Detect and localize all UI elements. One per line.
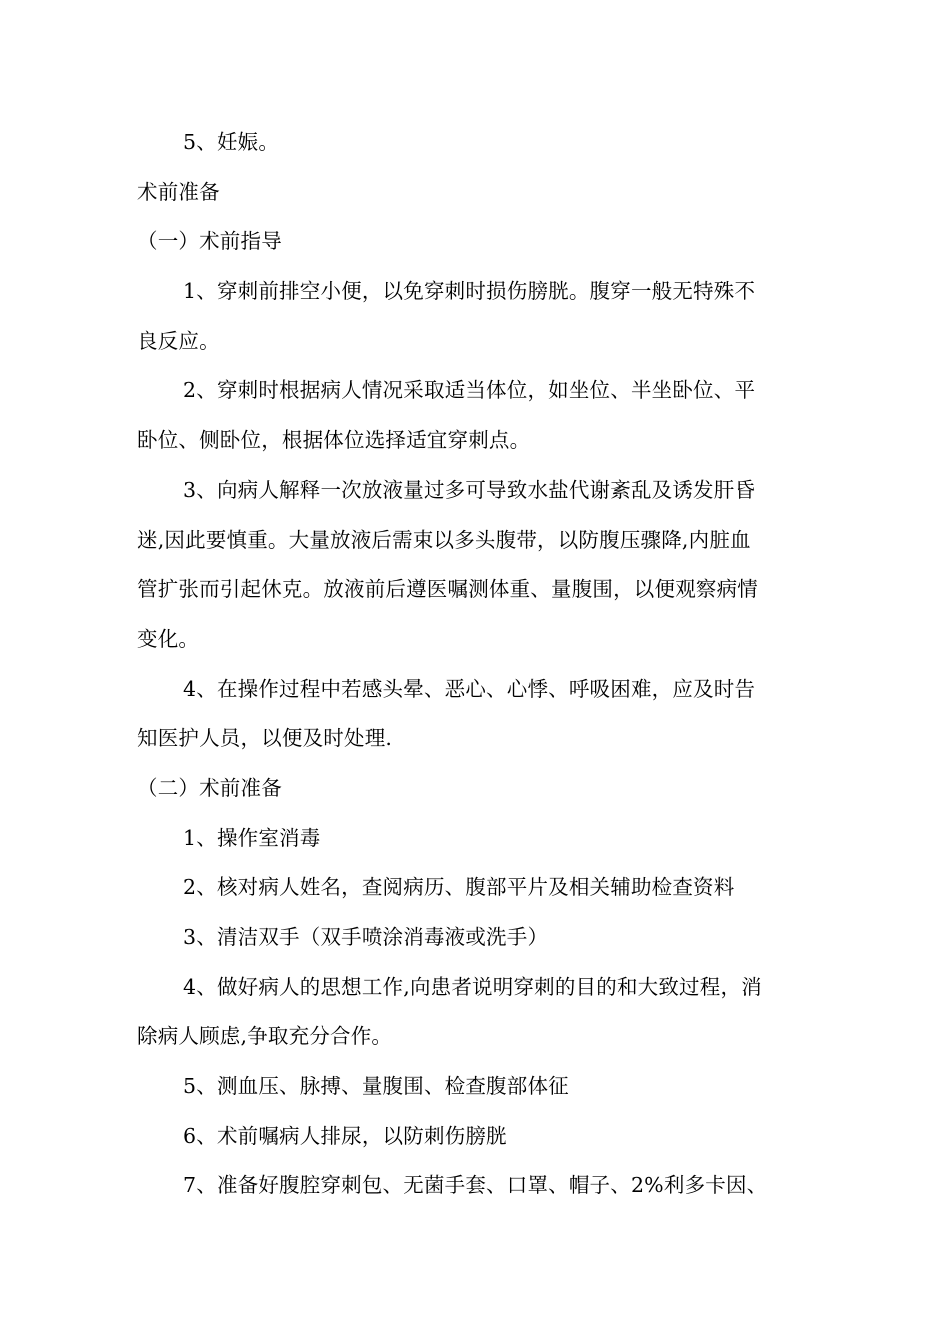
paragraph-line: 除病人顾虑,争取充分合作。: [137, 1024, 393, 1049]
paragraph-line: 5、妊娠。: [183, 130, 280, 154]
paragraph-line: 知医护人员，以便及时处理.: [137, 726, 393, 751]
paragraph-line: 1、操作室消毒: [183, 825, 321, 850]
document-body: [137, 118, 812, 1211]
paragraph-line: 3、清洁双手（双手喷涂消毒液或洗手）: [183, 925, 549, 949]
paragraph-line: 5、测血压、脉搏、量腹围、检查腹部体征: [183, 1074, 569, 1099]
subsection-heading: （一）术前指导: [137, 229, 282, 254]
paragraph-line: 卧位、侧卧位，根据体位选择适宜穿刺点。: [137, 428, 531, 453]
paragraph-line: 6、术前嘱病人排尿，以防刺伤膀胱: [183, 1123, 507, 1148]
section-heading: 术前准备: [137, 179, 220, 204]
paragraph-line: 迷,因此要慎重。大量放液后需束以多头腹带，以防腹压骤降,内脏血: [137, 527, 751, 552]
paragraph-line: 管扩张而引起休克。放液前后遵医嘱测体重、量腹围，以便观察病情: [137, 577, 758, 602]
paragraph-line: 4、在操作过程中若感头晕、恶心、心悸、呼吸困难，应及时告: [183, 676, 756, 701]
paragraph-line: 7、准备好腹腔穿刺包、无菌手套、口罩、帽子、2%利多卡因、: [183, 1173, 768, 1198]
paragraph-line: 2、核对病人姓名，查阅病历、腹部平片及相关辅助检查资料: [183, 875, 735, 900]
paragraph-line: 2、穿刺时根据病人情况采取适当体位，如坐位、半坐卧位、平: [183, 378, 756, 403]
paragraph-line: 良反应。: [137, 328, 220, 353]
paragraph-line: 1、穿刺前排空小便，以免穿刺时损伤膀胱。腹穿一般无特殊不: [183, 279, 756, 304]
paragraph-line: 4、做好病人的思想工作,向患者说明穿刺的目的和大致过程，消: [183, 974, 762, 999]
paragraph-line: 变化。: [137, 626, 200, 651]
paragraph-line: 3、向病人解释一次放液量过多可导致水盐代谢紊乱及诱发肝昏: [183, 477, 756, 502]
subsection-heading: （二）术前准备: [137, 775, 282, 800]
